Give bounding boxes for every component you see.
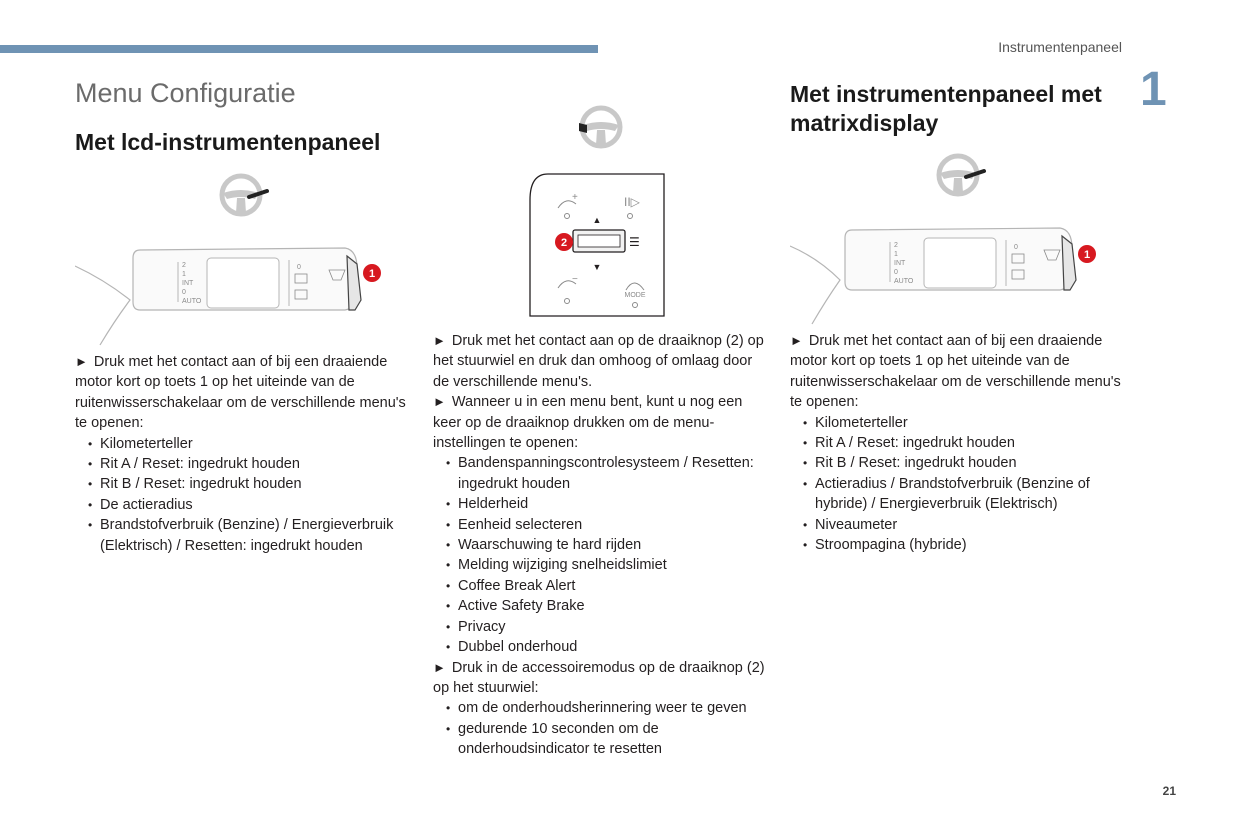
page-title: Menu Configuratie (75, 78, 296, 108)
stalk-label-int: INT (894, 260, 906, 267)
list-item: • om de onderhoudsherinnering weer te geven (433, 698, 768, 718)
list-item: • Brandstofverbruik (Benzine) / Energieverbruik (Elektrisch) / Resetten: ingedrukt houden (75, 515, 410, 556)
list-item: • Niveaumeter (790, 515, 1125, 535)
list-item: • Rit B / Reset: ingedrukt houden (790, 453, 1125, 473)
list-item: • Bandenspanningscontrolesysteem / Resetten: ingedrukt houden (433, 453, 768, 494)
section-matrix-body (790, 331, 1125, 555)
svg-text:+: + (572, 192, 578, 203)
menu-list (790, 413, 1125, 556)
list-item: • Privacy (433, 617, 768, 637)
svg-text:☰: ☰ (629, 235, 640, 249)
list-item: • Coffee Break Alert (433, 576, 768, 596)
arrow-icon: ► (75, 354, 88, 369)
arrow-icon: ► (433, 659, 446, 675)
section-lcd-body (75, 352, 410, 556)
svg-text:II▷: II▷ (624, 195, 640, 209)
svg-text:▼: ▼ (592, 262, 602, 272)
stalk-label-int: INT (182, 280, 194, 287)
arrow-icon: ► (790, 333, 803, 348)
stalk-label-0: 0 (182, 289, 186, 296)
wiper-stalk-icon (75, 240, 395, 350)
list-item: • Eenheid selecteren (433, 515, 768, 535)
callout-label-1: 1 (368, 268, 376, 280)
arrow-icon: ► (433, 333, 446, 348)
page-number: 21 (1162, 784, 1176, 798)
steering-wheel-icon (215, 173, 270, 218)
running-header: Instrumentenpaneel (998, 39, 1122, 55)
arrow-icon: ► (433, 394, 446, 410)
section-title-lcd: Met lcd-instrumentenpaneel (75, 129, 381, 155)
svg-text:▲: ▲ (592, 215, 602, 225)
stalk-label-0: 0 (894, 269, 898, 276)
list-item: • Rit A / Reset: ingedrukt houden (75, 454, 410, 474)
steering-wheel-icon (932, 153, 987, 198)
list-item: • Dubbel onderhoud (433, 637, 768, 657)
stalk-label-2: 2 (894, 242, 898, 249)
accessory-list (433, 698, 768, 759)
top-accent-bar (0, 45, 598, 53)
steering-wheel-icon (575, 105, 630, 150)
list-item: • Kilometerteller (75, 434, 410, 454)
section-title-matrix: Met instrumentenpaneel met matrixdisplay (790, 81, 1102, 136)
list-item: • Melding wijziging snelheidslimiet (433, 555, 768, 575)
stalk-wiper-label-0: 0 (297, 264, 301, 271)
wiper-stalk-icon (790, 222, 1110, 327)
list-item: • Active Safety Brake (433, 596, 768, 616)
list-item: • Actieradius / Brandstofverbruik (Benzine of hybride) / Energieverbruik (Elektrisch) (790, 474, 1125, 515)
stalk-wiper-label-0: 0 (1014, 244, 1018, 251)
chapter-number: 1 (1140, 63, 1167, 116)
list-item: • Kilometerteller (790, 413, 1125, 433)
list-item: • Rit B / Reset: ingedrukt houden (75, 474, 410, 494)
list-item: • gedurende 10 seconden om de onderhoudsindicator te resetten (433, 719, 768, 760)
callout-label-1: 1 (1083, 249, 1091, 261)
settings-list (433, 453, 768, 657)
svg-text:−: − (572, 274, 578, 285)
instruction-paragraph: ► Druk met het contact aan op de draaiknop (2) op het stuurwiel en druk dan omhoog of omlaag door de verschillende menu's. (433, 333, 764, 390)
stalk-label-auto: AUTO (182, 298, 202, 305)
list-item: • Stroompagina (hybride) (790, 535, 1125, 555)
instruction-paragraph: ► Wanneer u in een menu bent, kunt u nog een keer op de draaiknop drukken om de menu-instellingen te openen: (433, 394, 743, 452)
instruction-paragraph: ► Druk in de accessoiremodus op de draaiknop (2) op het stuurwiel: (433, 659, 765, 696)
instruction-paragraph: ► Druk met het contact aan of bij een draaiende motor kort op toets 1 op het uiteinde van de ruitenwisserschakelaar om de verschillende menu's te openen: (75, 354, 406, 432)
control-panel-icon (528, 170, 668, 320)
list-item: • Rit A / Reset: ingedrukt houden (790, 433, 1125, 453)
list-item: • Waarschuwing te hard rijden (433, 535, 768, 555)
callout-label-2: 2 (560, 237, 568, 249)
list-item: • De actieradius (75, 495, 410, 515)
instruction-paragraph: ► Druk met het contact aan of bij een draaiende motor kort op toets 1 op het uiteinde van de ruitenwisserschakelaar om de verschillende menu's te openen: (790, 333, 1121, 411)
stalk-label-auto: AUTO (894, 278, 914, 285)
menu-list (75, 434, 410, 556)
stalk-label-1: 1 (894, 251, 898, 258)
section-steering-body (433, 331, 768, 760)
stalk-label-2: 2 (182, 262, 186, 269)
list-item: • Helderheid (433, 494, 768, 514)
stalk-label-1: 1 (182, 271, 186, 278)
mode-label: MODE (624, 292, 646, 299)
